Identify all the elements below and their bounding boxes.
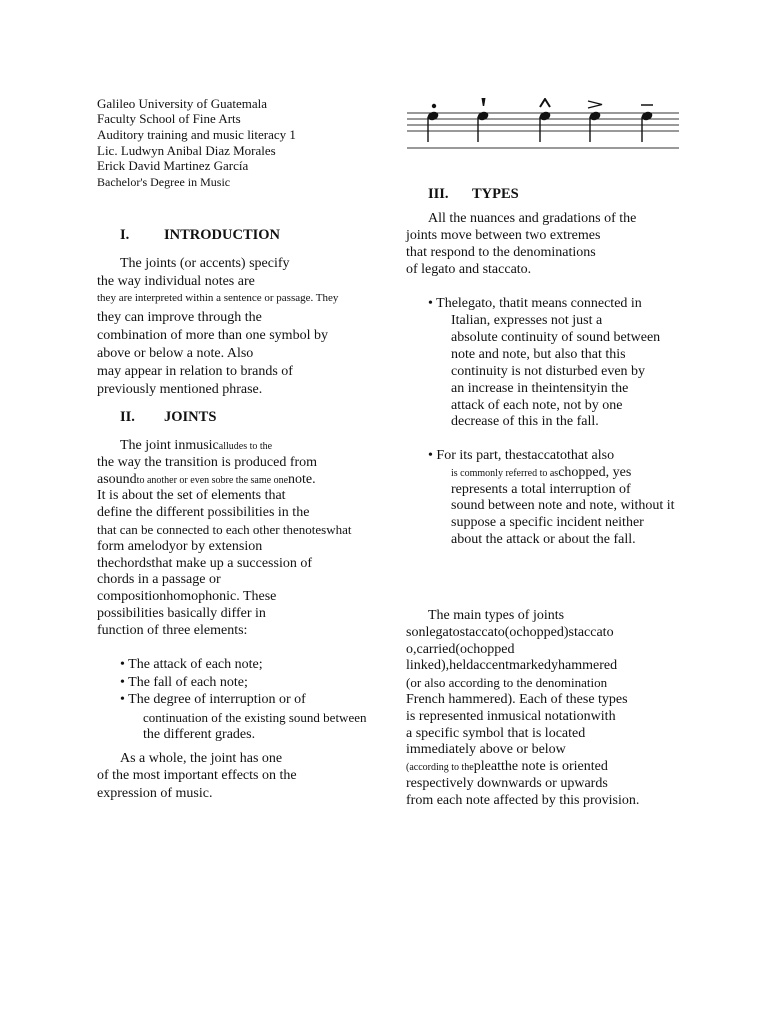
text-line: possibilities basically differ in	[97, 606, 266, 621]
section-heading-types	[428, 186, 519, 203]
text-line: o,carried(ochopped	[406, 642, 515, 657]
list-item: • The fall of each note;	[120, 675, 248, 690]
text-line: (according to thepleatthe note is oriented	[406, 759, 608, 774]
text-line: chords in a passage or	[97, 572, 221, 587]
list-item-continuation: absolute continuity of sound between	[451, 330, 661, 345]
text-line: that respond to the denominations	[406, 245, 596, 260]
text-line: It is about the set of elements that	[97, 488, 286, 503]
section-number: III.	[428, 186, 449, 202]
list-item-continuation: continuation of the existing sound between	[143, 710, 367, 725]
staccatissimo-note-icon	[476, 98, 489, 142]
text-line: French hammered). Each of these types	[406, 692, 628, 707]
text-line: As a whole, the joint has one	[120, 751, 283, 766]
list-item-continuation: continuity is not disturbed even by	[451, 364, 646, 379]
section-title: TYPES	[472, 186, 519, 202]
text-line: thechordsthat make up a succession of	[97, 556, 312, 571]
list-item-continuation: is commonly referred to aschopped, yes	[451, 465, 632, 480]
text-line: immediately above or below	[406, 742, 566, 757]
university-name: Galileo University of Guatemala	[97, 96, 268, 111]
text-line: asoundto another or even sobre the same onenote.	[97, 472, 316, 487]
text-line: that can be connected to each other thenoteswhat	[97, 522, 352, 537]
staccato-note-icon	[426, 104, 439, 142]
list-item-continuation: Italian, expresses not just a	[451, 313, 603, 328]
text-line: expression of music.	[97, 786, 213, 801]
text-line: linked),heldaccentmarkedyhammered	[406, 658, 618, 673]
student-name: Erick David Martinez García	[97, 158, 249, 173]
section-heading-introduction	[120, 227, 280, 244]
list-item-continuation: decrease of this in the fall.	[451, 414, 599, 429]
text-line: the way the transition is produced from	[97, 455, 318, 470]
text-line: joints move between two extremes	[406, 228, 601, 243]
section-heading-joints	[120, 409, 216, 426]
course-name: Auditory training and music literacy 1	[97, 127, 296, 142]
list-item-continuation: the different grades.	[143, 727, 256, 742]
text-line: the way individual notes are	[97, 274, 255, 289]
text-line: function of three elements:	[97, 623, 248, 638]
faculty-name: Faculty School of Fine Arts	[97, 111, 241, 126]
text-line: (or also according to the denomination	[406, 675, 608, 690]
section-title: JOINTS	[164, 409, 217, 425]
text-line: a specific symbol that is located	[406, 726, 586, 741]
list-item-continuation: suppose a specific incident neither	[451, 515, 644, 530]
text-line: of the most important effects on the	[97, 768, 297, 783]
list-item: • The attack of each note;	[120, 657, 263, 672]
text-line: The joints (or accents) specify	[120, 256, 290, 271]
text-line: combination of more than one symbol by	[97, 328, 328, 343]
text-line: form amelodyor by extension	[97, 539, 263, 554]
text-line: respectively downwards or upwards	[406, 776, 608, 791]
list-item: • The degree of interruption or of	[120, 692, 306, 707]
text-line: may appear in relation to brands of	[97, 364, 293, 379]
list-item: • For its part, thestaccatothat also	[428, 448, 615, 463]
professor-name: Lic. Ludwyn Anibal Diaz Morales	[97, 143, 276, 158]
list-item-continuation: about the attack or about the fall.	[451, 532, 636, 547]
text-line: previously mentioned phrase.	[97, 382, 263, 397]
text-line: All the nuances and gradations of the	[428, 211, 637, 226]
articulation-staff-figure	[405, 98, 681, 154]
list-item-continuation: note and note, but also that this	[451, 347, 626, 362]
list-item-continuation: attack of each note, not by one	[451, 398, 623, 413]
marcato-note-icon	[538, 99, 551, 142]
text-line: above or below a note. Also	[97, 346, 254, 361]
section-title: INTRODUCTION	[164, 227, 281, 243]
list-item-continuation: sound between note and note, without it	[451, 498, 675, 513]
text-line: they are interpreted within a sentence or passage. They	[97, 292, 339, 304]
section-number: I.	[120, 227, 130, 243]
text-line: sonlegatostaccato(ochopped)staccato	[406, 625, 614, 640]
text-line: is represented inmusical notationwith	[406, 709, 616, 724]
list-item: • Thelegato, thatit means connected in	[428, 296, 642, 311]
degree-name: Bachelor's Degree in Music	[97, 175, 231, 189]
text-line: compositionhomophonic. These	[97, 589, 277, 604]
text-line: from each note affected by this provision.	[406, 793, 640, 808]
text-line: The main types of joints	[428, 608, 565, 623]
list-item-continuation: an increase in theintensityin the	[451, 381, 629, 396]
accent-note-icon	[588, 101, 602, 142]
text-line: they can improve through the	[97, 310, 262, 325]
list-item-continuation: represents a total interruption of	[451, 482, 631, 497]
section-number: II.	[120, 409, 135, 425]
text-line: of legato and staccato.	[406, 262, 532, 277]
text-line: define the different possibilities in the	[97, 505, 310, 520]
tenuto-note-icon	[640, 105, 653, 142]
text-line: The joint inmusicalludes to the	[120, 438, 273, 453]
